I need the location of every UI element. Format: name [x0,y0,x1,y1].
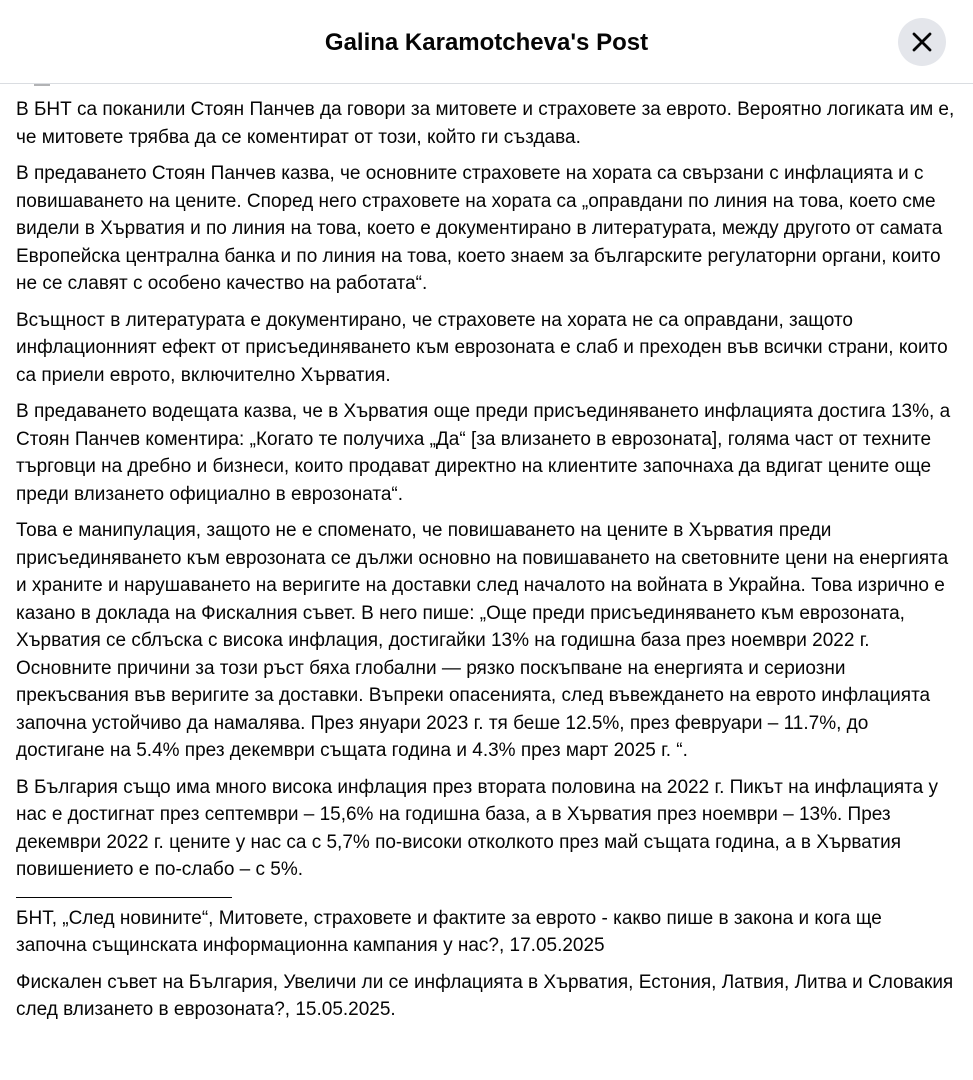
reference-item: БНТ, „След новините“, Митовете, страховете и фактите за еврото - какво пише в закона и кога ще започна същинската информационна кампания у нас?, 17.05.2025 [16,907,882,956]
post-paragraph: В България също има много висока инфлация през втората половина на 2022 г. Пикът на инфлацията у нас е достигнат през септември – 15,6% на годишна база, а в Хърватия през ноември – 13%. През декември 2022 г. цените у нас са с 5,7% по-високи отколкото през май същата година, а в Хърватия повишението е по-слабо – с 5%. [16,776,939,880]
reference-item: Фискален съвет на България, Увеличи ли се инфлацията в Хърватия, Естония, Латвия, Литва и Словакия след влизането в еврозоната?, 15.05.2025. [16,971,954,1020]
post-paragraph: Това е манипулация, защото не е споменато, че повишаването на цените в Хърватия преди присъединяването към еврозоната се дължи основно на повишаването на световните цени на енергията и храните и нарушаването на веригите на доставки след началото на войната в Украйна. Това изрично е казано в доклада на Фискалния съвет. В него пише: „Още преди присъединяването към еврозоната, Хърватия се сблъска с висока инфлация, достигайки 13% на годишна база през ноември 2022 г. Основните причини за този ръст бяха глобални — рязко поскъпване на енергията и сериозни прекъсвания във веригите за доставки. Въпреки опасенията, след въвеждането на еврото инфлацията започна устойчиво да намалява. През януари 2023 г. тя беше 12.5%, през февруари – 11.7%, до достигане на 5.4% през декември същата година и 4.3% през март 2025 г. “. [16,520,949,761]
dialog-title: Galina Karamotcheva's Post [324,29,649,56]
post-paragraph: Всъщност в литературата е документирано, че страховете на хората не са оправдани, защото инфлационният ефект от присъединяването към еврозоната е слаб и преходен във всички страни, които са приели еврото, включително Хърватия. [16,309,948,386]
post-paragraph: В БНТ са поканили Стоян Панчев да говори за митовете и страховете за еврото. Вероятно логиката им е, че митовете трябва да се коментират от този, който ги създава. [16,99,955,148]
post-paragraph: В предаването водещата казва, че в Хърватия още преди присъединяването инфлацията достига 13%, а Стоян Панчев коментира: „Когато те получиха „Да“ [за влизането в еврозоната], голяма част от техните търговци на дребно и бизнеси, които продават директно на клиентите започнаха да вдигат цените още преди влизането официално в еврозоната“. [16,401,951,505]
post-body [16,96,956,1033]
post-dialog-header [0,0,973,84]
close-icon [911,31,933,53]
close-button[interactable] [898,18,946,66]
scroll-fade-mark [34,84,50,86]
footnote-divider [16,897,232,898]
post-paragraph: В предаването Стоян Панчев казва, че основните страховете на хората са свързани с инфлацията и с повишаването на цените. Според него страховете на хората са „оправдани по линия на това, което сме видели в Хърватия и по линия на това, което е документирано в литературата, между другото от самата Европейска централна банка и по линия на това, което знаем за българските регулаторни органи, които не се славят с особено качество на работата“. [16,163,943,294]
